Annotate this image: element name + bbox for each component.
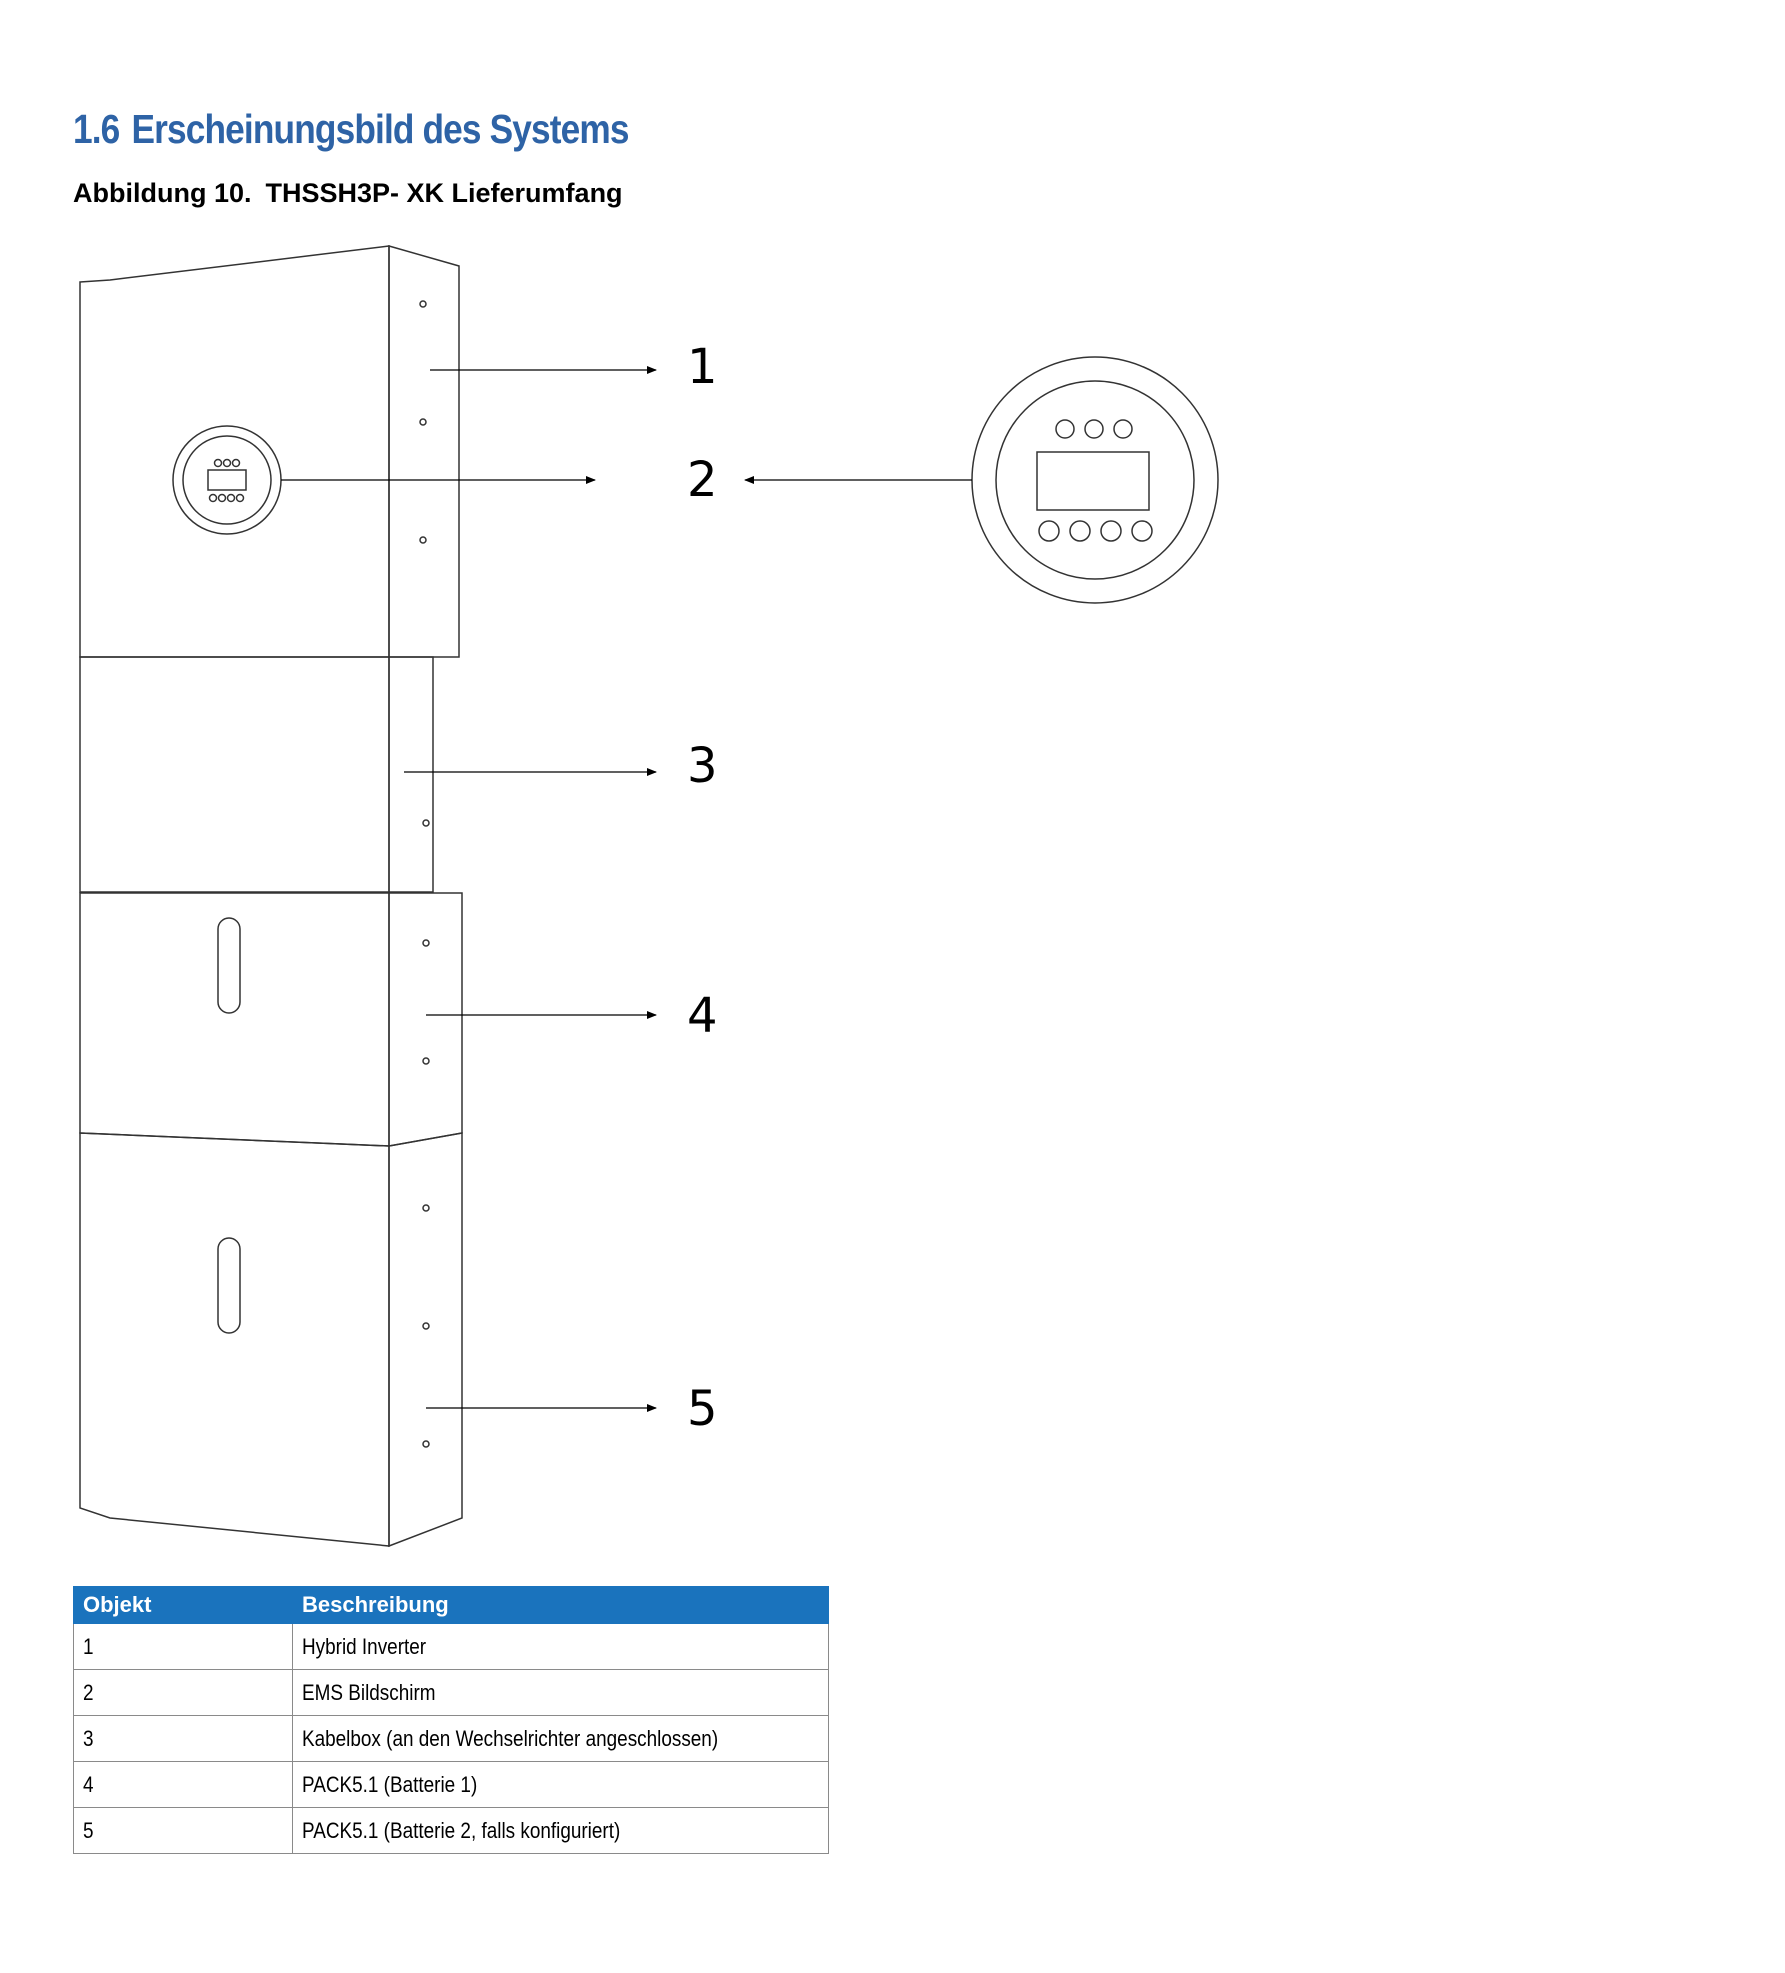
row-description: PACK5.1 (Batterie 2, falls konfiguriert) bbox=[302, 1817, 621, 1843]
header-item: Objekt bbox=[74, 1587, 293, 1624]
callout-3: 3 bbox=[687, 738, 718, 794]
header-description: Beschreibung bbox=[293, 1587, 829, 1624]
hybrid-inverter-drawing bbox=[80, 246, 459, 657]
callout-5: 5 bbox=[687, 1381, 718, 1437]
row-item: 4 bbox=[83, 1771, 94, 1797]
table-header-row bbox=[74, 1587, 829, 1624]
row-description: Hybrid Inverter bbox=[302, 1633, 427, 1659]
section-title: Erscheinungsbild des Systems bbox=[131, 106, 629, 152]
table-row bbox=[74, 1808, 829, 1854]
ems-screen-small bbox=[173, 426, 281, 534]
row-description: EMS Bildschirm bbox=[302, 1679, 436, 1705]
row-description: Kabelbox (an den Wechselrichter angeschlossen) bbox=[302, 1725, 719, 1751]
table-row bbox=[74, 1624, 829, 1670]
table-row bbox=[74, 1716, 829, 1762]
item-description-table bbox=[73, 1586, 829, 1854]
cable-box-drawing bbox=[80, 657, 433, 892]
row-item: 2 bbox=[83, 1679, 94, 1705]
table-row bbox=[74, 1670, 829, 1716]
row-item: 5 bbox=[83, 1817, 94, 1843]
battery-1-drawing bbox=[80, 893, 462, 1146]
figure-title: THSSH3P- XK Lieferumfang bbox=[265, 178, 623, 208]
callout-1: 1 bbox=[687, 339, 718, 395]
figure-label: Abbildung 10. bbox=[73, 178, 252, 208]
table-row bbox=[74, 1762, 829, 1808]
callout-2: 2 bbox=[687, 452, 718, 508]
row-item: 1 bbox=[83, 1633, 94, 1659]
row-description: PACK5.1 (Batterie 1) bbox=[302, 1771, 478, 1797]
row-item: 3 bbox=[83, 1725, 94, 1751]
ems-screen-enlarged bbox=[972, 357, 1218, 603]
section-number: 1.6 bbox=[73, 106, 120, 152]
callout-4: 4 bbox=[687, 988, 718, 1044]
battery-2-drawing bbox=[80, 1133, 462, 1546]
